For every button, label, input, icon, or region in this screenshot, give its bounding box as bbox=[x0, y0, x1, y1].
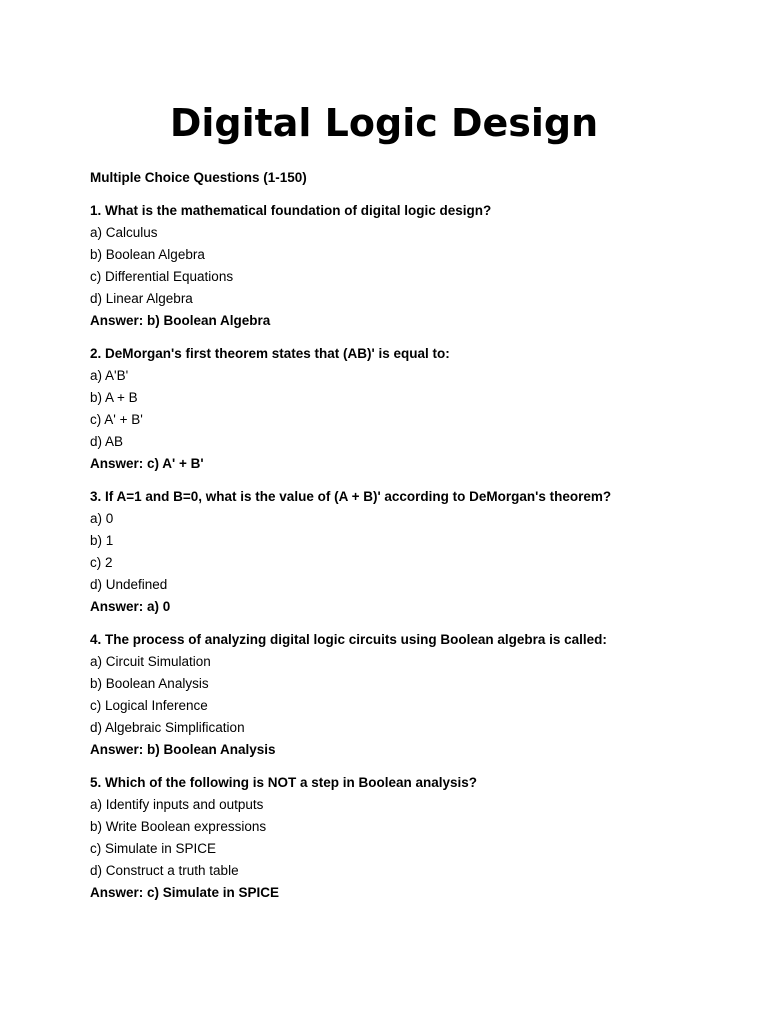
question-text: 5. Which of the following is NOT a step in Boolean analysis? bbox=[90, 775, 478, 790]
option-d: d) Undefined bbox=[90, 577, 168, 592]
question-block-1 bbox=[90, 200, 730, 332]
answer-text: Answer: b) Boolean Analysis bbox=[90, 742, 276, 757]
option-b: b) A + B bbox=[90, 390, 138, 405]
option-d: d) AB bbox=[90, 434, 124, 449]
option-a: a) Circuit Simulation bbox=[90, 654, 211, 669]
question-block-5 bbox=[90, 772, 730, 904]
option-d: d) Linear Algebra bbox=[90, 291, 193, 306]
option-c: c) 2 bbox=[90, 555, 113, 570]
question-block-3 bbox=[90, 486, 730, 618]
answer-text: Answer: c) Simulate in SPICE bbox=[90, 885, 280, 900]
question-text: 4. The process of analyzing digital logic circuits using Boolean algebra is called: bbox=[90, 632, 607, 647]
answer-text: Answer: a) 0 bbox=[90, 599, 171, 614]
question-block-2 bbox=[90, 343, 730, 475]
answer-text: Answer: c) A' + B' bbox=[90, 456, 204, 471]
section-subtitle: Multiple Choice Questions (1-150) bbox=[90, 170, 307, 185]
question-text: 1. What is the mathematical foundation of digital logic design? bbox=[90, 203, 492, 218]
document-content bbox=[90, 167, 730, 915]
document-title: Digital Logic Design bbox=[169, 101, 599, 145]
option-a: a) 0 bbox=[90, 511, 114, 526]
option-a: a) A'B' bbox=[90, 368, 129, 383]
option-c: c) Differential Equations bbox=[90, 269, 234, 284]
option-c: c) Simulate in SPICE bbox=[90, 841, 217, 856]
option-a: a) Identify inputs and outputs bbox=[90, 797, 264, 812]
answer-text: Answer: b) Boolean Algebra bbox=[90, 313, 271, 328]
question-text: 3. If A=1 and B=0, what is the value of (A + B)' according to DeMorgan's theorem? bbox=[90, 489, 612, 504]
option-d: d) Construct a truth table bbox=[90, 863, 239, 878]
option-d: d) Algebraic Simplification bbox=[90, 720, 245, 735]
option-b: b) Write Boolean expressions bbox=[90, 819, 267, 834]
question-block-4 bbox=[90, 629, 730, 761]
option-a: a) Calculus bbox=[90, 225, 158, 240]
option-b: b) 1 bbox=[90, 533, 114, 548]
option-b: b) Boolean Algebra bbox=[90, 247, 205, 262]
option-b: b) Boolean Analysis bbox=[90, 676, 209, 691]
question-text: 2. DeMorgan's first theorem states that (AB)' is equal to: bbox=[90, 346, 450, 361]
option-c: c) Logical Inference bbox=[90, 698, 208, 713]
option-c: c) A' + B' bbox=[90, 412, 143, 427]
